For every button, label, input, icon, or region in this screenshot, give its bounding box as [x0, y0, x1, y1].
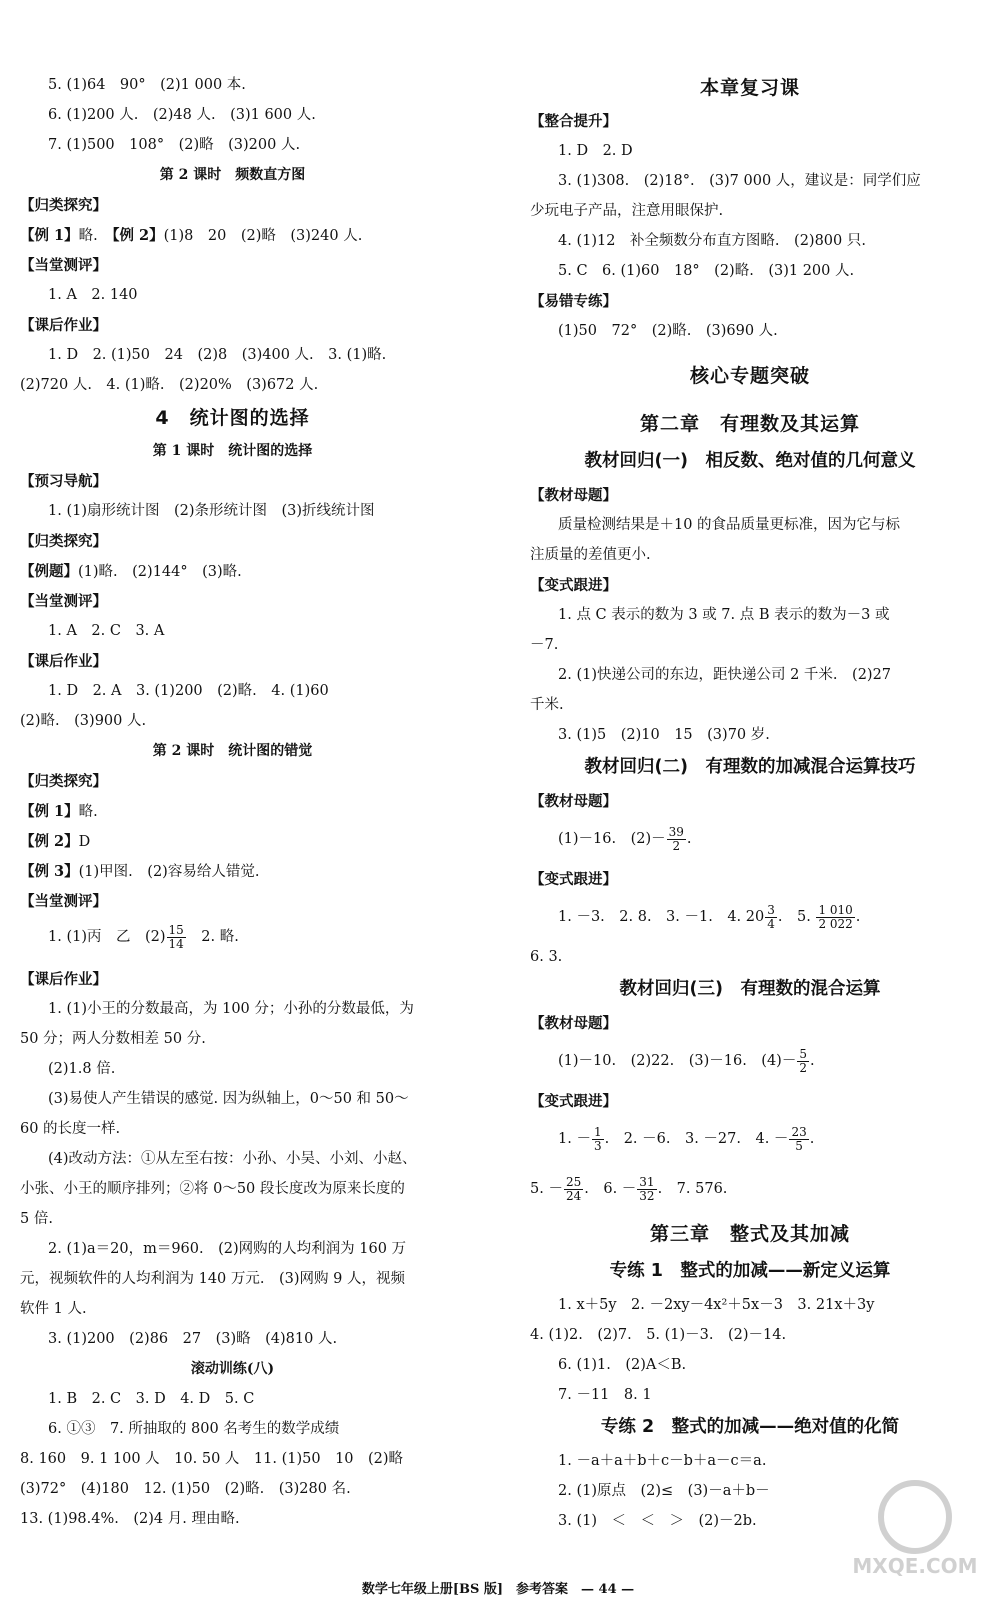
answer-line: 6. (1)200 人. (2)48 人. (3)1 600 人. [48, 107, 316, 123]
section-tag: 【当堂测评】 [20, 893, 107, 910]
answer-line: 1. x＋5y 2. －2xy－4x²＋5x－3 3. 21x＋3y [558, 1297, 875, 1313]
topic-heading: 教材回归(三) 有理数的混合运算 [619, 979, 881, 999]
answer-line: 7. (1)500 108° (2)略 (3)200 人. [48, 137, 301, 153]
section-tag: 【课后作业】 [20, 317, 107, 334]
answer-line: 5. C 6. (1)60 18° (2)略. (3)1 200 人. [558, 263, 855, 279]
answer-line: －7. [530, 637, 559, 653]
answer-line: 2. (1)a＝20，m＝960. (2)网购的人均利润为 160 万 [48, 1241, 407, 1257]
section-tag: 【课后作业】 [20, 971, 107, 988]
topic-heading: 教材回归(一) 相反数、绝对值的几何意义 [584, 451, 916, 471]
answer-line: 3. (1)5 (2)10 15 (3)70 岁. [558, 727, 770, 743]
answer-line: 1. D 2. D [558, 143, 633, 159]
answer-line: 1. A 2. C 3. A [48, 623, 165, 639]
section-tag: 【教材母题】 [530, 1015, 617, 1032]
answer-line: 5. (1)64 90° (2)1 000 本. [48, 77, 246, 93]
answer-line: (4)改动方法：①从左至右按：小孙、小吴、小刘、小赵、 [48, 1151, 417, 1167]
section-tag: 【当堂测评】 [20, 593, 107, 610]
answer-line: 4. (1)12 补全频数分布直方图略. (2)800 只. [558, 233, 866, 249]
section-tag: 【教材母题】 [530, 793, 617, 810]
answer-line: 60 的长度一样. [20, 1121, 121, 1137]
answer-line: 6. 3. [530, 949, 563, 965]
answer-line: 【例 2】D [20, 833, 91, 850]
topic-heading: 专练 2 整式的加减——绝对值的化简 [600, 1417, 900, 1437]
answer-line: 1. 点 C 表示的数为 3 或 7. 点 B 表示的数为－3 或 [558, 607, 890, 623]
section-heading: 4 统计图的选择 [155, 407, 310, 429]
answer-line: 6. ①③ 7. 所抽取的 800 名考生的数学成绩 [48, 1421, 340, 1437]
answer-line: 质量检测结果是＋10 的食品质量更标准，因为它与标 [558, 517, 901, 533]
answer-line: 【例 1】略. 【例 2】(1)8 20 (2)略 (3)240 人. [20, 227, 363, 244]
answer-line: 7. －11 8. 1 [558, 1387, 652, 1403]
section-tag: 【易错专练】 [530, 293, 617, 310]
answer-line: (2)略. (3)900 人. [20, 713, 147, 729]
answer-line: 1. －3. 2. 8. 3. －1. 4. 20 $\frac{3}{4}$ . 5. $\frac{1 010}{2 022}$ . [558, 903, 861, 931]
answer-line: (3)72° (4)180 12. (1)50 (2)略. (3)280 名. [20, 1481, 351, 1497]
chapter-heading: 第三章 整式及其加减 [649, 1223, 850, 1245]
answer-line: 3. (1) ＜ ＜ ＞ (2)－2b. [558, 1513, 757, 1529]
answer-line: 1. (1)扇形统计图 (2)条形统计图 (3)折线统计图 [48, 503, 375, 519]
answer-line: 5 倍. [20, 1211, 53, 1227]
answer-line: 1. D 2. (1)50 24 (2)8 (3)400 人. 3. (1)略. [48, 347, 387, 363]
lesson-heading: 滚动训练(八) [190, 1361, 275, 1377]
fraction: $\frac{1 010}{2 022}$ [818, 903, 853, 931]
answer-line: 6. (1)1. (2)A＜B. [558, 1357, 687, 1373]
fraction: $\frac{39}{2}$ [668, 825, 684, 853]
answer-line: 3. (1)200 (2)86 27 (3)略 (4)810 人. [48, 1331, 338, 1347]
section-tag: 【归类探究】 [20, 533, 107, 550]
answer-line: 3. (1)308. (2)18°. (3)7 000 人，建议是：同学们应 [558, 173, 921, 189]
topic-heading: 教材回归(二) 有理数的加减混合运算技巧 [584, 757, 916, 777]
lesson-heading: 第 2 课时 频数直方图 [159, 167, 306, 183]
section-tag: 【归类探究】 [20, 773, 107, 790]
answer-line: 1. － $\frac{1}{3}$ . 2. －6. 3. －27. 4. － $\frac{23}{5}$ . [558, 1125, 815, 1153]
answer-line: 1. A 2. 140 [48, 287, 138, 303]
core-topics-heading: 核心专题突破 [689, 365, 810, 387]
answer-line: 少玩电子产品，注意用眼保护. [530, 203, 724, 219]
answer-line: 2. (1)快递公司的东边，距快递公司 2 千米. (2)27 [558, 667, 892, 683]
answer-line: (3)易使人产生错误的感觉. 因为纵轴上，0～50 和 50～ [48, 1091, 409, 1107]
lesson-heading: 第 1 课时 统计图的选择 [152, 443, 313, 459]
section-tag: 【变式跟进】 [530, 577, 617, 594]
section-tag: 【整合提升】 [530, 113, 617, 130]
section-tag: 【变式跟进】 [530, 1093, 617, 1110]
answer-line: 2. (1)原点 (2)≤ (3)－a＋b－ [558, 1483, 770, 1499]
section-tag: 【预习导航】 [20, 473, 107, 490]
section-tag: 【变式跟进】 [530, 871, 617, 888]
answer-line: 【例 1】略. [20, 803, 98, 820]
fraction: $\frac{5}{2}$ [799, 1047, 807, 1075]
fraction: $\frac{1}{3}$ [593, 1125, 602, 1153]
answer-line: 千米. [530, 697, 564, 713]
answer-line: (1)－16. (2)－ $\frac{39}{2}$ . [558, 825, 692, 853]
answer-line: 1. D 2. A 3. (1)200 (2)略. 4. (1)60 [48, 683, 329, 699]
answer-line: (1)－10. (2)22. (3)－16. (4)－ $\frac{5}{2}$ . [558, 1047, 815, 1075]
chapter-heading: 第二章 有理数及其运算 [639, 413, 860, 435]
answer-line: 8. 160 9. 1 100 人 10. 50 人 11. (1)50 10 (2)略 [20, 1451, 404, 1467]
section-tag: 【归类探究】 [20, 197, 107, 214]
chapter-review-heading: 本章复习课 [699, 77, 800, 99]
topic-heading: 专练 1 整式的加减——新定义运算 [609, 1261, 891, 1281]
fraction: $\frac{3}{4}$ [767, 903, 775, 931]
answer-line: (1)50 72° (2)略. (3)690 人. [558, 323, 778, 339]
answer-line: 小张、小王的顺序排列；②将 0～50 段长度改为原来长度的 [20, 1181, 405, 1197]
fraction: $\frac{25}{24}$ [565, 1175, 582, 1203]
answer-line: 1. (1)小王的分数最高，为 100 分；小孙的分数最低，为 [48, 1001, 414, 1017]
answer-line: 元，视频软件的人均利润为 140 万元. (3)网购 9 人，视频 [20, 1271, 405, 1287]
answer-line: 【例题】(1)略. (2)144° (3)略. [20, 563, 242, 580]
answer-line: 4. (1)2. (2)7. 5. (1)－3. (2)－14. [530, 1327, 787, 1343]
section-tag: 【当堂测评】 [20, 257, 107, 274]
watermark-logo [845, 1475, 985, 1580]
fraction: $\frac{23}{5}$ [791, 1125, 807, 1153]
answer-line: 13. (1)98.4%. (2)4 月. 理由略. [20, 1511, 240, 1527]
answer-line: (2)1.8 倍. [48, 1061, 116, 1077]
answer-line: 1. (1)丙 乙 (2) $\frac{15}{14}$ 2. 略. [48, 923, 239, 951]
answer-line: 5. － $\frac{25}{24}$ . 6. － $\frac{31}{32}$ . 7. 576. [530, 1175, 728, 1203]
answer-line: 注质量的差值更小. [530, 547, 651, 563]
section-tag: 【课后作业】 [20, 653, 107, 670]
lesson-heading: 第 2 课时 统计图的错觉 [152, 743, 313, 759]
svg-text:MXQE.COM: MXQE.COM [852, 1554, 978, 1578]
answer-line: (2)720 人. 4. (1)略. (2)20% (3)672 人. [20, 377, 319, 393]
fraction: $\frac{15}{14}$ [168, 923, 184, 951]
section-tag: 【教材母题】 [530, 487, 617, 504]
answer-line: 1. －a＋a＋b＋c－b＋a－c＝a. [558, 1453, 767, 1469]
page-footer: 数学七年级上册[BS 版] 参考答案 — 44 — [361, 1582, 635, 1597]
fraction: $\frac{31}{32}$ [639, 1175, 655, 1203]
answer-line: 1. B 2. C 3. D 4. D 5. C [48, 1391, 255, 1407]
answer-line: 软件 1 人. [20, 1301, 87, 1317]
answer-line: 【例 3】(1)甲图. (2)容易给人错觉. [20, 863, 260, 880]
answer-line: 50 分；两人分数相差 50 分. [20, 1031, 206, 1047]
